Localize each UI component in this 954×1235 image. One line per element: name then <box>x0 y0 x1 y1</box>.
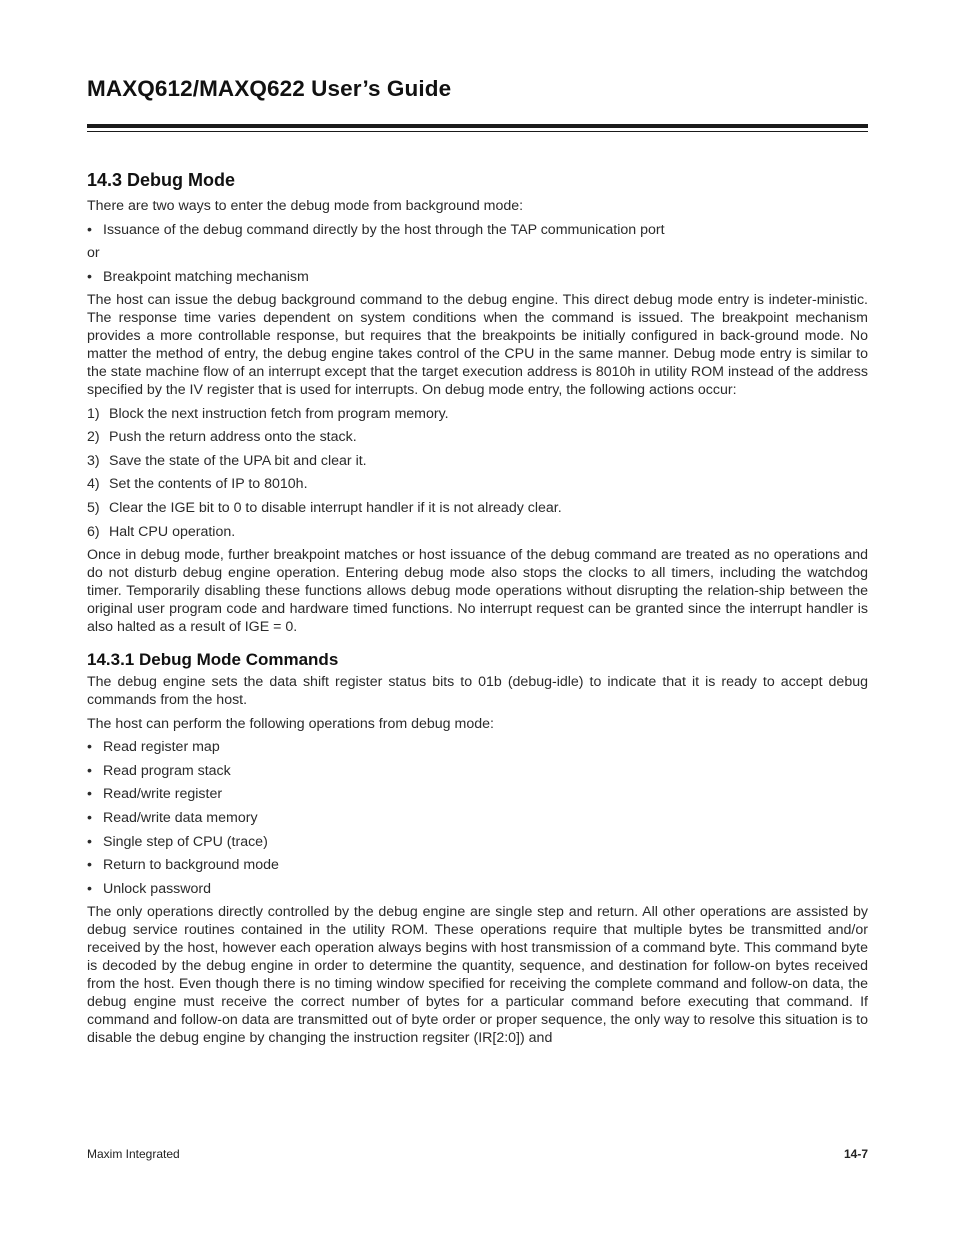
actions-list <box>87 405 868 541</box>
page-content <box>87 168 868 1053</box>
subsection-paragraph-1: The debug engine sets the data shift register status bits to 01b (debug-idle) to indicate that it is ready to accept debug commands from the host. <box>87 674 868 709</box>
list-item: • Read program stack <box>87 762 231 779</box>
operations-list <box>87 738 868 898</box>
section-intro: There are two ways to enter the debug mode from background mode: <box>87 198 524 214</box>
subsection-paragraph-2: The host can perform the following operations from debug mode: <box>87 715 494 732</box>
section-heading: 14.3 Debug Mode <box>87 170 236 190</box>
list-item: • Read/write data memory <box>87 810 258 827</box>
list-item: 5) Clear the IGE bit to 0 to disable interrupt handler if it is not already clear. <box>87 500 562 517</box>
document-title: MAXQ612/MAXQ622 User’s Guide <box>87 76 452 101</box>
list-item: 2) Push the return address onto the stack. <box>87 429 357 446</box>
list-item: 3) Save the state of the UPA bit and clear it. <box>87 452 367 469</box>
list-item: • Single step of CPU (trace) <box>87 833 268 850</box>
subsection-heading: 14.3.1 Debug Mode Commands <box>87 650 339 670</box>
list-item: • Read register map <box>87 739 220 756</box>
header-rule-thin <box>87 131 868 132</box>
footer-company: Maxim Integrated <box>87 1147 180 1161</box>
list-item: 4) Set the contents of IP to 8010h. <box>87 476 308 493</box>
or-text: or <box>87 245 100 262</box>
list-item: • Issuance of the debug command directly by the host through the TAP communication port <box>87 221 665 238</box>
list-item: 6) Halt CPU operation. <box>87 523 236 540</box>
list-item: • Return to background mode <box>87 857 279 874</box>
footer-page-number: 14-7 <box>843 1147 868 1161</box>
list-item: • Breakpoint matching mechanism <box>87 268 309 285</box>
entry-methods-list-b <box>87 268 868 286</box>
header-rule-thick <box>87 124 868 128</box>
list-item: 1) Block the next instruction fetch from program memory. <box>87 405 449 422</box>
entry-methods-list-a <box>87 221 868 239</box>
section-paragraph-1: The host can issue the debug background command to the debug engine. This direct debug mode entry is indeter-ministic. The response time varies dependent on system conditions when the command is issued. The breakpoint mechanism provides a more controllable response, but requires that the breakpoints be initially configured in back-ground mode. No matter the method of entry, the debug engine takes control of the CPU in the same manner. Debug mode entry is similar to the state machine flow of an interrupt except that the target execution address is 8010h in utility ROM instead of the address specified by the IV register that is used for interrupts. On debug mode entry, the following actions occur: <box>87 292 868 399</box>
list-item: • Read/write register <box>87 786 223 803</box>
list-item: • Unlock password <box>87 880 212 897</box>
subsection-paragraph-3: The only operations directly controlled by the debug engine are single step and return. All other operations are assisted by debug service routines contained in the utility ROM. These operations require that multiple bytes be transmitted and/or received by the host, however each operation always begins with host transmission of a command byte. This command byte is decoded by the debug engine in order to determine the quantity, sequence, and destination for follow-on bytes received from the host. Even though there is no timing window specified for receiving the complete command and follow-on data, the debug engine must receive the correct number of bytes for a particular command before executing that command. If command and follow-on data are transmitted out of byte order or proper sequence, the only way to resolve this situation is to disable the debug engine by changing the instruction regsiter (IR[2:0]) and <box>87 904 868 1047</box>
section-paragraph-2: Once in debug mode, further breakpoint matches or host issuance of the debug command are treated as no operations and do not disturb debug engine operation. Entering debug mode also stops the clocks to all timers, including the watchdog timer. Temporarily disabling these functions allows debug mode operations without disrupting the relation-ship between the original user program code and hardware timed functions. No interrupt request can be granted since the interrupt handler is also halted as a result of IGE = 0. <box>87 547 868 636</box>
